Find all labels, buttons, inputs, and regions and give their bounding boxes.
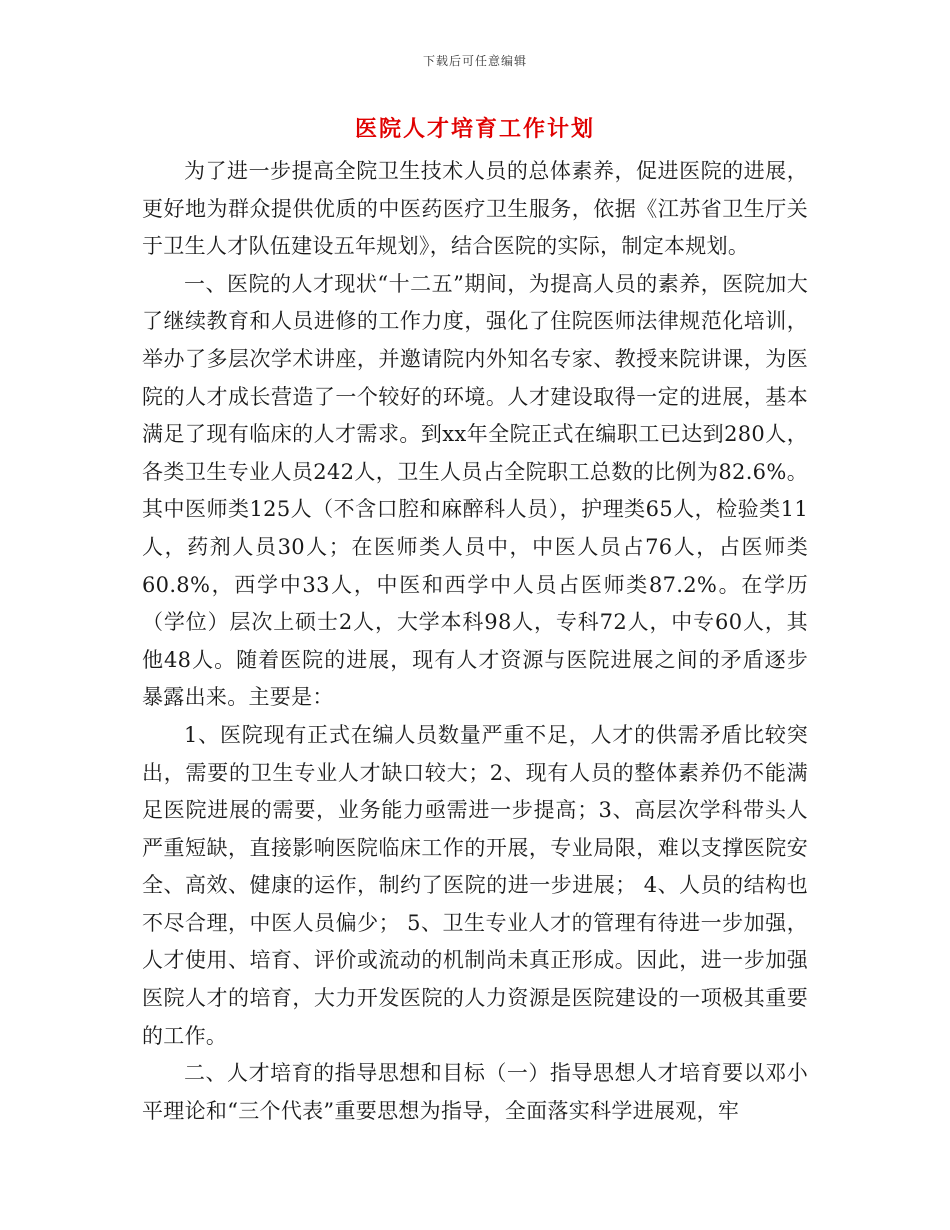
document-body (142, 153, 808, 1130)
header-note: 下载后可任意编辑 (422, 54, 527, 68)
document-title: 医院人才培育工作计划 (354, 116, 595, 142)
paragraph-intro: 为了进一步提高全院卫生技术人员的总体素养，促进医院的进展，更好地为群众提供优质的中医药医疗卫生服务，依据《江苏省卫生厅关于卫生人才队伍建设五年规划》，结合医院的实际，制定本规划。 (142, 159, 808, 259)
paragraph-talent-status: 一、医院的人才现状“十二五”期间，为提高人员的素养，医院加大了继续教育和人员进修的工作力度，强化了住院医师法律规范化培训，举办了多层次学术讲座，并邀请院内外知名专家、教授来院讲课，为医院的人才成长营造了一个较好的环境。人才建设取得一定的进展，基本满足了现有临床的人才需求。到xx年全院正式在编职工已达到280人，各类卫生专业人员242人，卫生人员占全院职工总数的比例为82.6%。其中医师类125人（不含口腔和麻醉科人员），护理类65人，检验类11人，药剂人员30人；在医师类人员中，中医人员占76人，占医师类60.8%，西学中33人，中医和西学中人员占医师类87.2%。在学历（学位）层次上硕士2人，大学本科98人，专科72人，中专60人，其他48人。随着医院的进展，现有人才资源与医院进展之间的矛盾逐步暴露出来。主要是： (142, 271, 808, 710)
paragraph-guiding-ideology: 二、人才培育的指导思想和目标（一）指导思想人才培育要以邓小平理论和“三个代表”重要思想为指导，全面落实科学进展观，牢 (142, 1061, 808, 1123)
paragraph-main-problems: 1、医院现有正式在编人员数量严重不足，人才的供需矛盾比较突出，需要的卫生专业人才缺口较大；2、现有人员的整体素养仍不能满足医院进展的需要，业务能力亟需进一步提高；3、高层次学科带头人严重短缺，直接影响医院临床工作的开展，专业局限，难以支撑医院安全、高效、健康的运作，制约了医院的进一步进展； 4、人员的结构也不尽合理，中医人员偏少； 5、卫生专业人才的管理有待进一步加强，人才使用、培育、评价或流动的机制尚未真正形成。因此，进一步加强医院人才的培育，大力开发医院的人力资源是医院建设的一项极其重要的工作。 (142, 722, 808, 1048)
